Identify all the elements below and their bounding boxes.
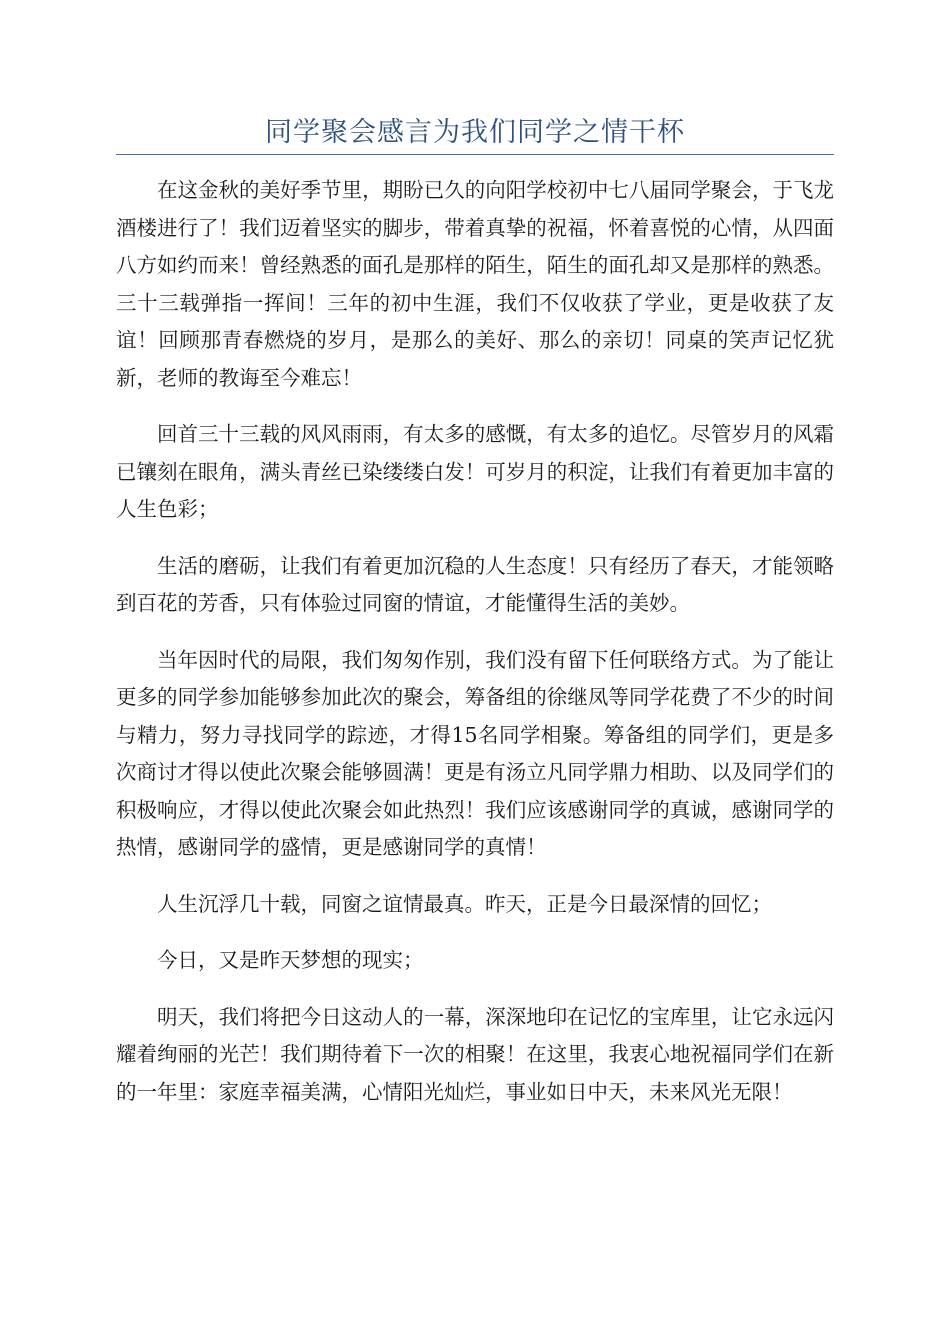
paragraph: 在这金秋的美好季节里，期盼已久的向阳学校初中七八届同学聚会，于飞龙酒楼进行了！我们迈着坚实的脚步，带着真挚的祝福，怀着喜悦的心情，从四面八方如约而来！曾经熟悉的面孔是那样的陌生，陌生的面孔却又是那样的熟悉。三十三载弹指一挥间！三年的初中生涯，我们不仅收获了学业，更是收获了友谊！回顾那青春燃烧的岁月，是那么的美好、那么的亲切！同桌的笑声记忆犹新，老师的教诲至今难忘！ [116, 178, 834, 390]
document-body [116, 172, 834, 1130]
title-underline [116, 154, 834, 155]
paragraph: 明天，我们将把今日这动人的一幕，深深地印在记忆的宝库里，让它永远闪耀着绚丽的光芒！我们期待着下一次的相聚！在这里，我衷心地祝福同学们在新的一年里：家庭幸福美满，心情阳光灿烂，事业如日中天，未来风光无限！ [116, 1004, 834, 1104]
paragraph: 回首三十三载的风风雨雨，有太多的感慨，有太多的追忆。尽管岁月的风霜已镶刻在眼角，满头青丝已染缕缕白发！可岁月的积淀，让我们有着更加丰富的人生色彩； [116, 422, 834, 521]
document-title: 同学聚会感言为我们同学之情干杯 [265, 117, 685, 148]
paragraph: 生活的磨砺，让我们有着更加沉稳的人生态度！只有经历了春天，才能领略到百花的芳香，只有体验过同窗的情谊，才能懂得生活的美妙。 [116, 553, 834, 615]
paragraph: 人生沉浮几十载，同窗之谊情最真。昨天，正是今日最深情的回忆； [157, 891, 772, 916]
paragraph: 当年因时代的局限，我们匆匆作别，我们没有留下任何联络方式。为了能让更多的同学参加能够参加此次的聚会，筹备组的徐继凤等同学花费了不少的时间与精力，努力寻找同学的踪迹，才得15名同学相聚。筹备组的同学们，更是多次商讨才得以使此次聚会能够圆满！更是有汤立凡同学鼎力相助、以及同学们的积极响应，才得以使此次聚会如此热烈！我们应该感谢同学的真诚，感谢同学的热情，感谢同学的盛情，更是感谢同学的真情！ [116, 647, 834, 859]
paragraph: 今日，又是昨天梦想的现实； [157, 948, 424, 972]
